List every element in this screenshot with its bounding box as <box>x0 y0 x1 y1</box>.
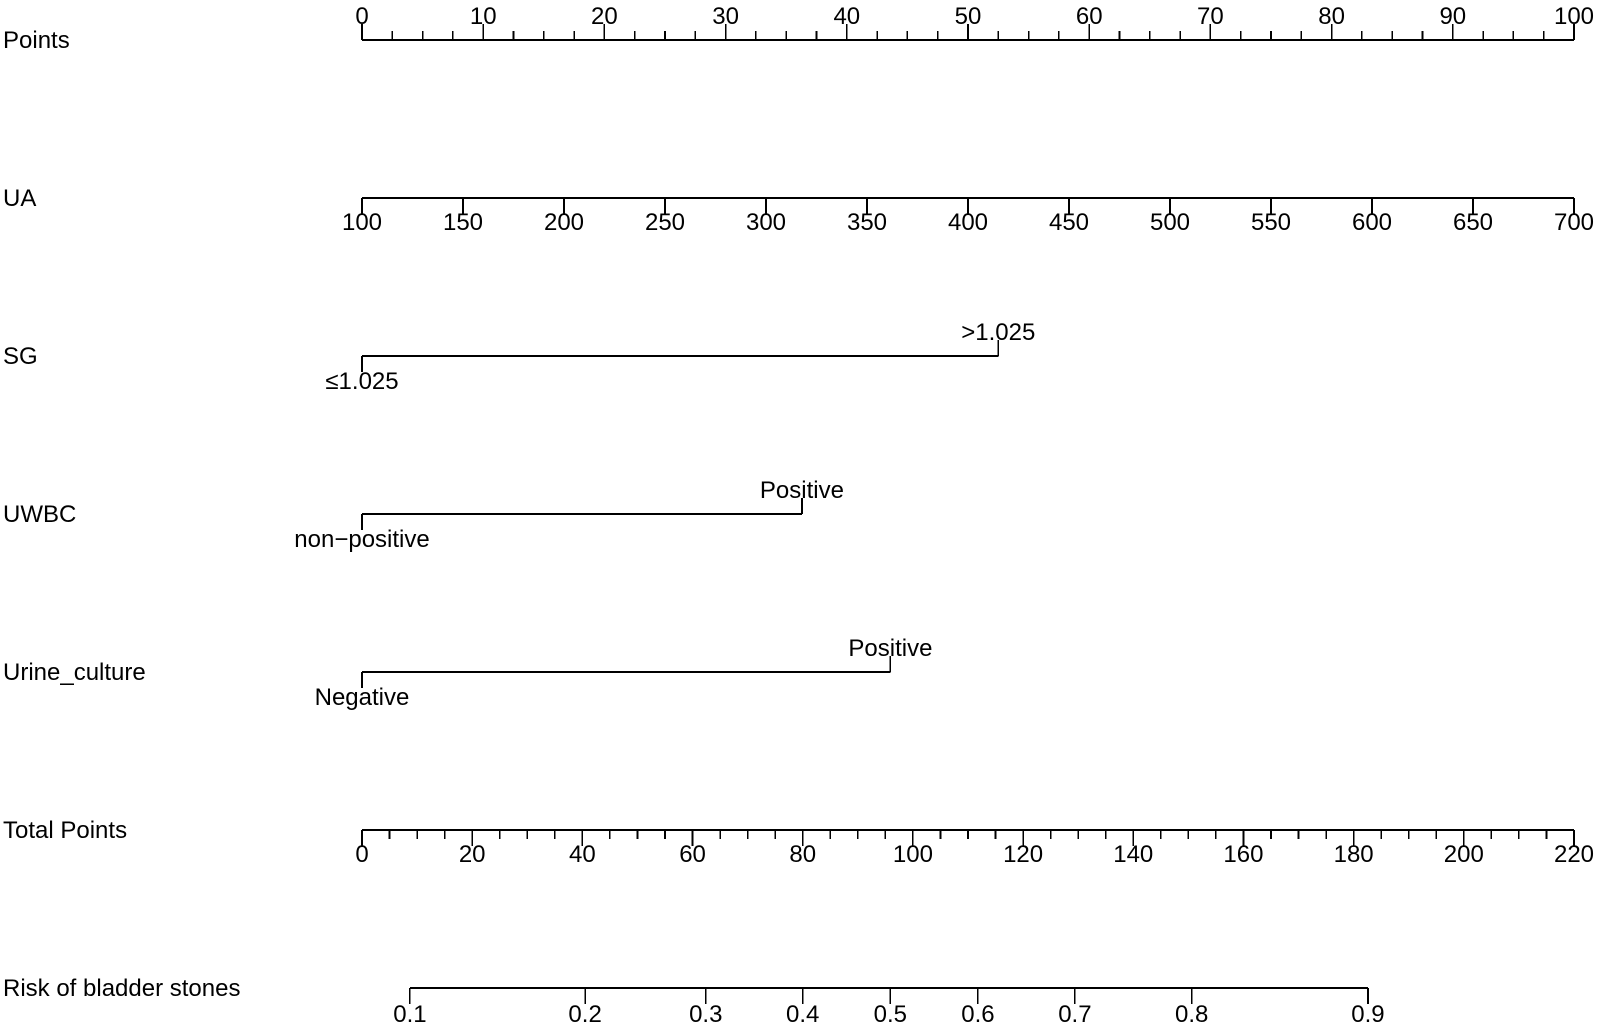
tick-label-ua: 350 <box>846 209 888 236</box>
level-label-sg-0: ≤1.025 <box>325 368 399 395</box>
tick-label-risk-of-bladder-stones-8: 0.9 <box>1351 1001 1385 1028</box>
tick-label-ua: 100 <box>341 209 383 236</box>
level-label-uwbc-0: non−positive <box>294 526 430 553</box>
tick-label-total-points: 140 <box>1113 841 1154 868</box>
tick-label-risk-of-bladder-stones-2: 0.3 <box>689 1001 723 1028</box>
tick-label-ua: 500 <box>1149 209 1191 236</box>
tick-label-points: 20 <box>591 3 618 30</box>
tick-label-ua: 200 <box>543 209 585 236</box>
tick-label-ua: 450 <box>1048 209 1090 236</box>
row-label-risk-of-bladder-stones: Risk of bladder stones <box>3 975 241 1002</box>
tick-label-total-points: 0 <box>355 841 369 868</box>
tick-label-points: 40 <box>833 3 861 30</box>
tick-label-ua: 600 <box>1351 209 1393 236</box>
tick-label-ua: 250 <box>644 209 686 236</box>
tick-label-points: 0 <box>355 3 369 30</box>
tick-label-total-points: 20 <box>458 841 486 868</box>
row-sg <box>3 319 1035 395</box>
row-label-ua: UA <box>3 185 37 212</box>
tick-label-total-points: 200 <box>1443 841 1484 868</box>
tick-label-ua: 300 <box>745 209 787 236</box>
row-risk-of-bladder-stones <box>3 975 1385 1028</box>
level-label-urine-culture-0: Negative <box>314 684 410 711</box>
row-label-uwbc: UWBC <box>3 501 77 528</box>
tick-label-risk-of-bladder-stones-7: 0.8 <box>1174 1001 1209 1028</box>
row-total-points <box>3 817 1594 868</box>
tick-label-total-points: 220 <box>1553 841 1595 868</box>
nomogram-rows <box>3 3 1594 1028</box>
level-label-urine-culture-1: Positive <box>848 635 933 662</box>
tick-label-points: 30 <box>712 3 739 30</box>
tick-label-total-points: 60 <box>679 841 706 868</box>
tick-label-risk-of-bladder-stones-3: 0.4 <box>786 1001 820 1028</box>
row-points <box>3 3 1594 54</box>
tick-label-points: 70 <box>1197 3 1224 30</box>
row-label-sg: SG <box>3 343 38 370</box>
level-label-sg-1: >1.025 <box>961 319 1036 346</box>
row-label-points: Points <box>3 27 70 54</box>
tick-label-points: 80 <box>1318 3 1345 30</box>
row-label-total-points: Total Points <box>3 817 128 844</box>
tick-label-risk-of-bladder-stones-0: 0.1 <box>393 1001 427 1028</box>
tick-label-risk-of-bladder-stones-5: 0.6 <box>961 1001 995 1028</box>
tick-label-risk-of-bladder-stones-1: 0.2 <box>568 1001 602 1028</box>
row-urine-culture <box>3 635 932 711</box>
level-label-uwbc-1: Positive <box>759 477 844 504</box>
row-uwbc <box>3 477 844 553</box>
tick-label-ua: 550 <box>1250 209 1292 236</box>
tick-label-points: 100 <box>1553 3 1595 30</box>
tick-label-total-points: 100 <box>892 841 933 868</box>
tick-label-ua: 150 <box>442 209 484 236</box>
tick-label-points: 50 <box>954 3 982 30</box>
tick-label-total-points: 80 <box>789 841 817 868</box>
row-label-urine-culture: Urine_culture <box>3 659 146 686</box>
tick-label-points: 10 <box>469 3 497 30</box>
tick-label-total-points: 40 <box>569 841 596 868</box>
tick-label-total-points: 160 <box>1223 841 1264 868</box>
tick-label-ua: 650 <box>1452 209 1494 236</box>
tick-label-risk-of-bladder-stones-6: 0.7 <box>1058 1001 1092 1028</box>
row-ua <box>3 185 1594 236</box>
tick-label-ua: 400 <box>947 209 989 236</box>
tick-label-ua: 700 <box>1553 209 1595 236</box>
tick-label-points: 90 <box>1439 3 1467 30</box>
tick-label-total-points: 120 <box>1003 841 1044 868</box>
tick-label-points: 60 <box>1075 3 1103 30</box>
tick-label-risk-of-bladder-stones-4: 0.5 <box>873 1001 908 1028</box>
tick-label-total-points: 180 <box>1333 841 1374 868</box>
